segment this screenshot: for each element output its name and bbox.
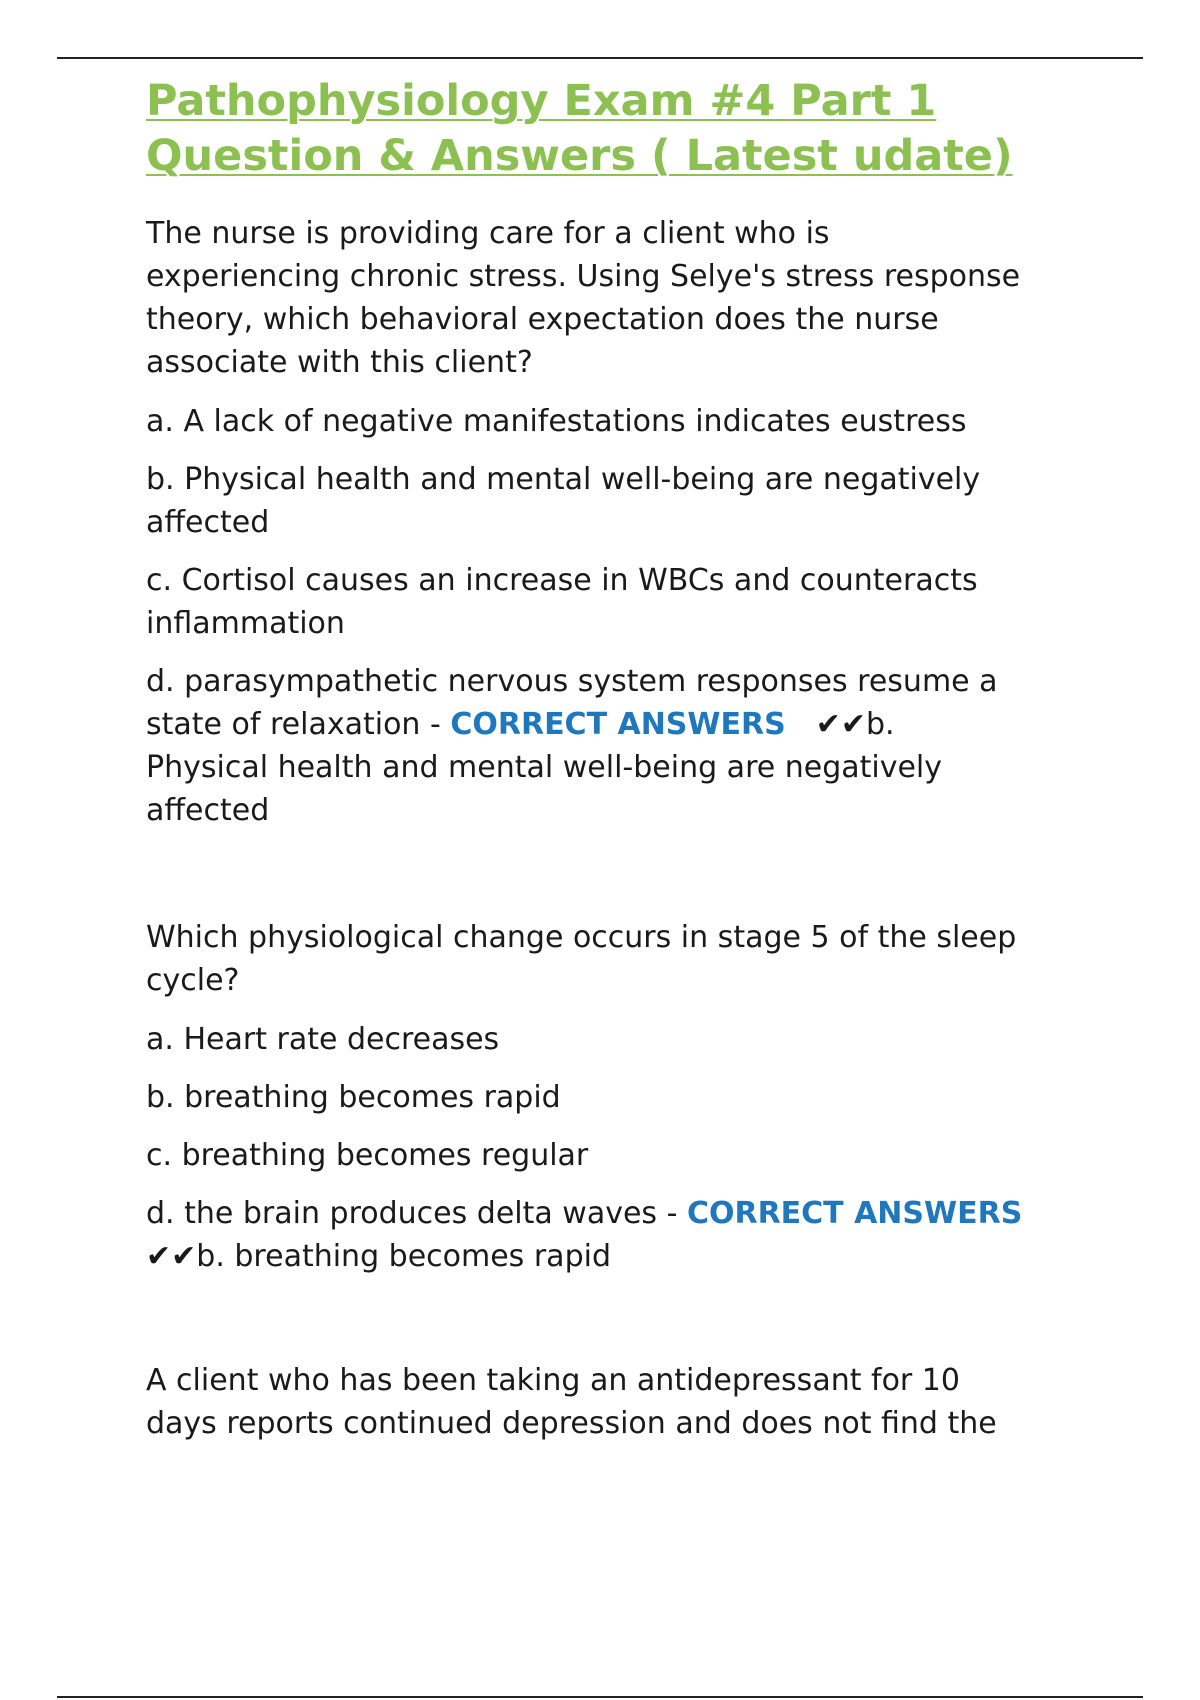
question-2-option-c: c. breathing becomes regular xyxy=(146,1138,589,1173)
question-2-option-a: a. Heart rate decreases xyxy=(146,1022,500,1057)
answer-text: affected xyxy=(146,793,270,828)
question-1-option-d: d. parasympathetic nervous system responses resume a state of relaxation - CORRECT ANSWERS ✔✔b. Physical health and mental well-being are negatively affected xyxy=(146,660,1146,832)
stem-line: theory, which behavioral expectation does the nurse xyxy=(146,302,939,337)
question-3-stem: A client who has been taking an antidepressant for 10 days reports continued depression and does not find the xyxy=(146,1363,997,1441)
stem-line: experiencing chronic stress. Using Selye's stress response xyxy=(146,259,1021,294)
question-1-stem xyxy=(146,212,1146,384)
question-2-stem: Which physiological change occurs in stage 5 of the sleep cycle? xyxy=(146,920,1017,998)
answer-text: Physical health and mental well-being are negatively xyxy=(146,750,943,785)
stem-line: associate with this client? xyxy=(146,345,533,380)
correct-answers-label: CORRECT ANSWERS xyxy=(686,1196,1023,1231)
question-2-option-d xyxy=(146,1192,1146,1278)
title-line-2: Question & Answers ( Latest udate) xyxy=(146,131,1013,181)
document-body xyxy=(146,74,1146,1445)
document-title xyxy=(146,74,1146,184)
question-1 xyxy=(146,212,1146,832)
question-3 xyxy=(146,1359,1146,1445)
spacer xyxy=(146,832,1146,916)
correct-answers-label: CORRECT ANSWERS xyxy=(450,707,786,742)
check-marks: ✔✔b. xyxy=(815,707,895,742)
title-line-1: Pathophysiology Exam #4 Part 1 xyxy=(146,76,937,126)
top-rule xyxy=(57,57,1143,59)
question-2 xyxy=(146,916,1146,1278)
answer-text: ✔✔b. breathing becomes rapid xyxy=(146,1239,611,1274)
stem-line: The nurse is providing care for a client who is xyxy=(146,216,830,251)
question-1-option-b: b. Physical health and mental well-being are negatively affected xyxy=(146,462,981,540)
bottom-rule xyxy=(57,1696,1143,1698)
question-1-option-c: c. Cortisol causes an increase in WBCs and counteracts inflammation xyxy=(146,563,978,641)
option-d-prefix: state of relaxation - xyxy=(146,707,451,742)
question-1-option-a: a. A lack of negative manifestations indicates eustress xyxy=(146,404,967,439)
option-d-prefix: d. the brain produces delta waves - xyxy=(146,1196,687,1231)
question-2-option-b: b. breathing becomes rapid xyxy=(146,1080,561,1115)
spacer xyxy=(146,1278,1146,1359)
